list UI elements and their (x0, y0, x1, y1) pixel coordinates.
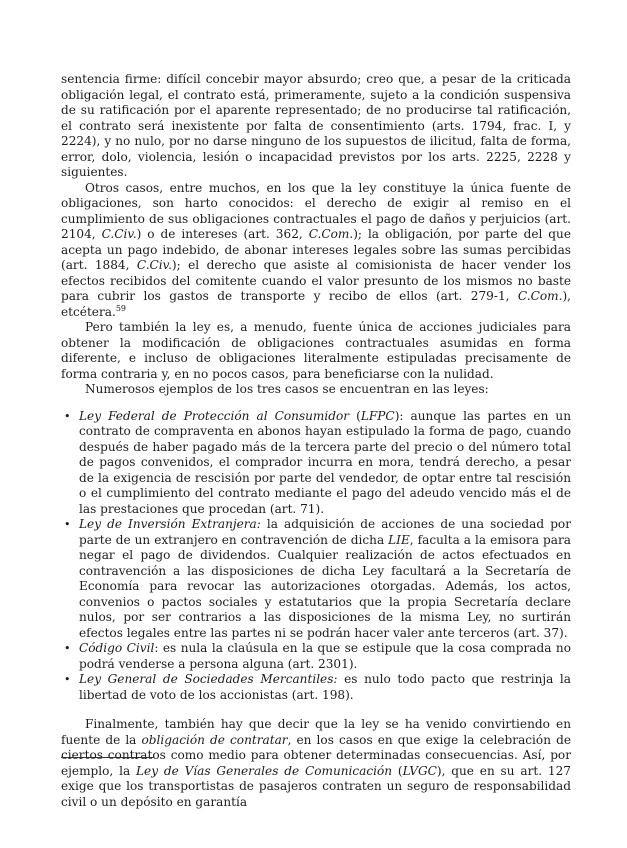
paragraph: sentencia firme: difícil concebir mayor absurdo; creo que, a pesar de la criticada obligación legal, el contrato está, primeramente, sujeto a la condición suspensiva de su ratificación por el aparente representado; de no producirse tal ratificación, el contrato será inexistente por falta de consentimiento (arts. 1794, frac. I, y 2224), y no nulo, por no darse ninguno de los supuestos de ilicitud, falta de forma, error, dolo, violencia, lesión o incapacidad previstos por los arts. 2225, 2228 y siguientes. (61, 72, 571, 179)
paragraph: Numerosos ejemplos de los tres casos se encuentran en las leyes: (85, 382, 489, 396)
list-item (64, 517, 571, 641)
law-title: Ley General de Sociedades Mercantiles: (79, 672, 338, 686)
citation: C.Civ. (136, 258, 172, 272)
text-run: ( (392, 763, 403, 778)
text-run: , en los casos en que exige la celebración de ciertos contratos como medio para obtener determinadas consecuencias. Así, por ejemplo, la (61, 732, 571, 778)
spacer (61, 703, 571, 717)
paragraph (61, 181, 571, 321)
citation: C.Civ. (101, 227, 137, 241)
text-run: ); el derecho que asiste al comisionista de hacer vender los efectos recibidos del comitente cuando el valor presunto de los mismos no baste para cubrir los gastos de transporte y recibo de ellos (art. 279-1, (61, 258, 571, 303)
law-title: Ley de Vías Generales de Comunicación (136, 763, 393, 778)
list-item-text: es nulo todo pacto que restrinja la libertad de voto de los accionistas (art. 198). (79, 672, 571, 702)
text-run: Otros casos, entre muchos, en los que la ley constituye la única fuente de obligaciones, son harto conocidos: el derecho de exigir al remiso en el cumplimiento de sus obligaciones contractuales el pago de daños y perjuicios (art. 2104, (61, 180, 571, 241)
text-run: Finalmente, también hay que decir que la ley se ha venido convirtiendo en fuente de la (61, 717, 571, 747)
list-item-text: : es nula la claúsula en la que se estipule que la cosa comprada no podrá venderse a persona alguna (art. 2301). (79, 641, 571, 671)
bullet-icon: • (64, 518, 71, 531)
list-item (64, 672, 571, 703)
examples-list (61, 409, 571, 704)
law-title: Código Civil (79, 641, 155, 655)
list-item-text: la adquisición de acciones de una sociedad por parte de un extranjero en contravención de dicha (79, 517, 571, 547)
law-abbreviation: LFPC (360, 408, 395, 423)
text-run: ), que en su art. 127 exige que los transportistas de pasajeros contraten un seguro de responsabilidad civil o un depósito en garantía (61, 763, 571, 809)
text-run: ) o de intereses (art. 362, (136, 227, 309, 241)
text-run: ), etcétera. (61, 289, 571, 319)
text-run: ( (349, 408, 361, 423)
bullet-icon: • (64, 642, 71, 655)
list-item-text: aunque las partes en un contrato de compraventa en abonos hayan estipulado la forma de pago, cuando después de haber pagado más de la tercera parte del precio o del número total de pagos convenidos, el comprador incurra en mora, tendrá derecho, a pesar de la exigencia de rescisión por parte del vendedor, de optar entre tal rescisión o el cumplimiento del contrato mediante el pago del adeudo vencido más el de las prestaciones que procedan (art. 71). (79, 408, 571, 516)
bullet-icon: • (64, 409, 71, 423)
paragraph (61, 717, 571, 810)
law-abbreviation: LIE (388, 532, 410, 547)
list-item (64, 408, 571, 518)
footnote-separator (61, 757, 154, 758)
law-abbreviation: LVGC (402, 763, 437, 778)
text-run: ): (394, 408, 404, 423)
footnote-marker[interactable]: 59 (115, 303, 126, 313)
citation: C.Com. (517, 289, 563, 303)
law-title: Ley de Inversión Extranjera: (79, 517, 261, 531)
citation: C.Com. (308, 227, 354, 241)
paragraph: Pero también la ley es, a menudo, fuente única de acciones judiciales para obtener la modificación de obligaciones contractuales asumidas en forma diferente, e incluso de obligaciones literalmente estipuladas precisamente de forma contraria y, en no pocos casos, para beneficiarse con la nulidad. (61, 320, 571, 381)
text-run: ); la obligación, por parte del que acepta un pago indebido, de abonar intereses legales sobre las sumas percibidas (art. 1884, (61, 227, 571, 272)
list-item-text: , faculta a la emisora para negar el pago de dividendos. Cualquier realización de actos efectuados en contravención a las disposiciones de dicha Ley facultará a la Secretaría de Economía para revocar las autorizaciones otorgadas. Además, los actos, convenios o pactos sociales y estatutarios que la propia Secretaría declare nulos, por ser contrarios a las disposiciones de la misma Ley, no surtirán efectos legales entre las partes ni se podrán hacer valer ante terceros (art. 37). (79, 532, 571, 640)
bullet-icon: • (64, 673, 71, 686)
law-title: Ley Federal de Protección al Consumidor (79, 408, 350, 423)
document-page (61, 72, 571, 810)
list-item (64, 641, 571, 672)
emphasis: obligación de contratar (141, 732, 288, 747)
